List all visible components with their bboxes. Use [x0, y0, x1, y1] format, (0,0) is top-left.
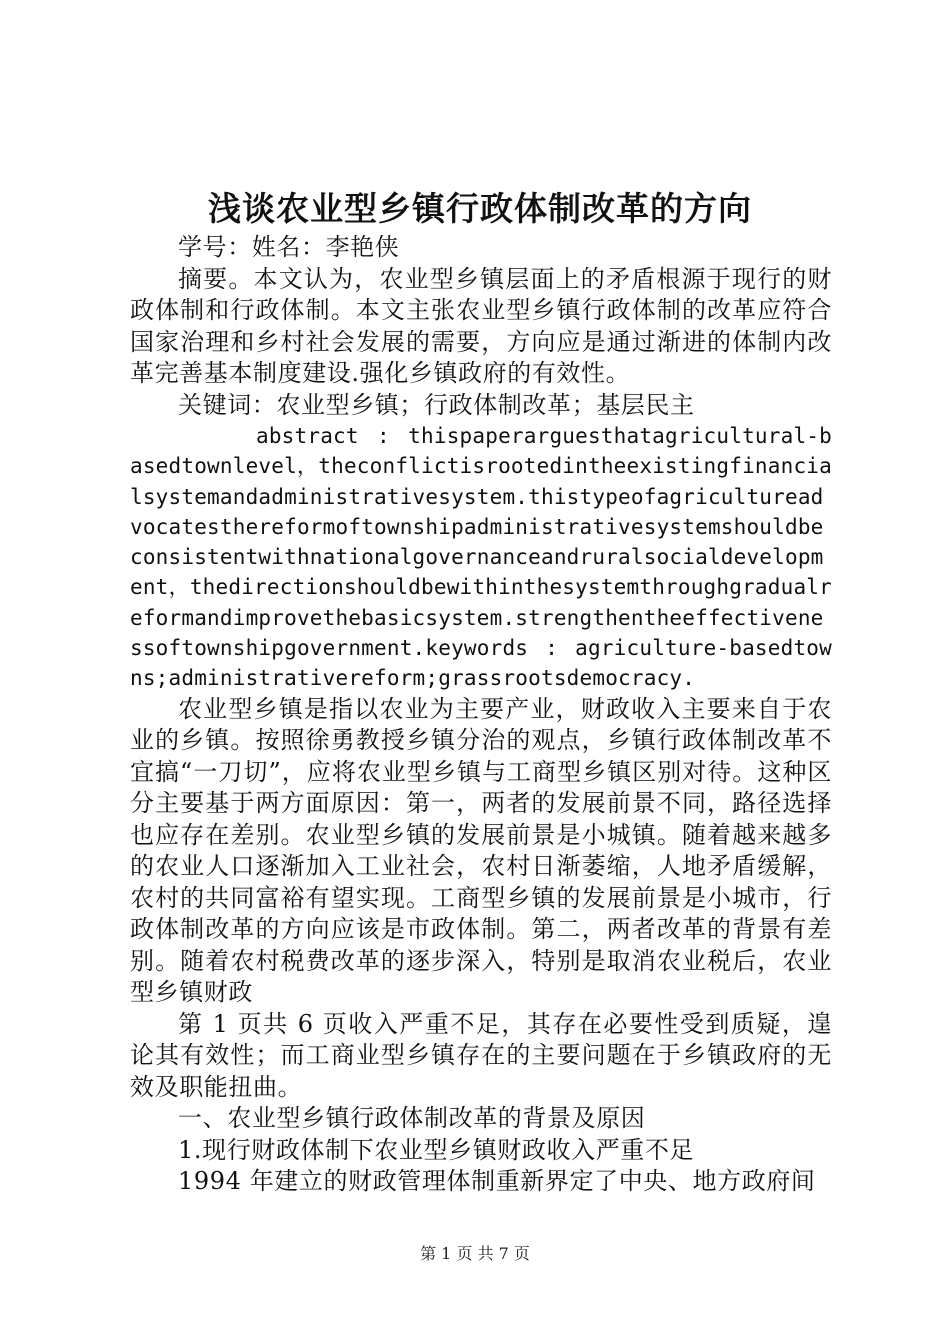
- body-paragraph: 1994 年建立的财政管理体制重新界定了中央、地方政府间: [178, 1167, 816, 1196]
- subsection-heading: 1.现行财政体制下农业型乡镇财政收入严重不足: [178, 1135, 695, 1164]
- document-title: 浅谈农业型乡镇行政体制改革的方向: [208, 189, 752, 228]
- keywords-chinese: 关键词：农业型乡镇；行政体制改革；基层民主: [178, 390, 695, 419]
- abstract-english: abstract : thispaperarguesthatagricultural-basedtownlevel，theconflictisrootedintheexistingfinancialsystemandadministrativesystem.thistypeofagricultureadvocatesthereformoftownshipadministrativesystemshouldbeconsistentwithnationalgovernanceandruralsocialdevelopment，thedirectionshouldbewithinthesystemthroughgradualreformandimprovethebasicsystem.strengthentheeffectivenessoftownshipgovernment.keywords : agriculture-basedtowns;administrativereform;grassrootsdemocracy.: [130, 424, 832, 691]
- document-body: [130, 232, 832, 1198]
- author-line: 学号：姓名：李艳侠: [178, 233, 400, 261]
- abstract-chinese: 摘要。本文认为，农业型乡镇层面上的矛盾根源于现行的财政体制和行政体制。本文主张农业型乡镇行政体制的改革应符合国家治理和乡村社会发展的需要，方向应是通过渐进的体制内改革完善基本制度建设.强化乡镇政府的有效性。: [130, 264, 832, 387]
- section-heading: 一、农业型乡镇行政体制改革的背景及原因: [178, 1104, 646, 1133]
- body-paragraph: 农业型乡镇是指以农业为主要产业，财政收入主要来自于农业的乡镇。按照徐勇教授乡镇分治的观点，乡镇行政体制改革不宜搞“一刀切”，应将农业型乡镇与工商型乡镇区别对待。这种区分主要基于两方面原因：第一，两者的发展前景不同，路径选择也应存在差别。农业型乡镇的发展前景是小城镇。随着越来越多的农业人口逐渐加入工业社会，农村日渐萎缩，人地矛盾缓解，农村的共同富裕有望实现。工商型乡镇的发展前景是小城市，行政体制改革的方向应该是市政体制。第二，两者改革的背景有差别。随着农村税费改革的逐步深入，特别是取消农业税后，农业型乡镇财政: [130, 694, 832, 1007]
- page-footer: 第 1 页 共 7 页: [420, 1244, 530, 1263]
- body-paragraph: 第 1 页共 6 页收入严重不足，其存在必要性受到质疑，遑论其有效性；而工商业型乡镇存在的主要问题在于乡镇政府的无效及职能扭曲。: [130, 1009, 832, 1101]
